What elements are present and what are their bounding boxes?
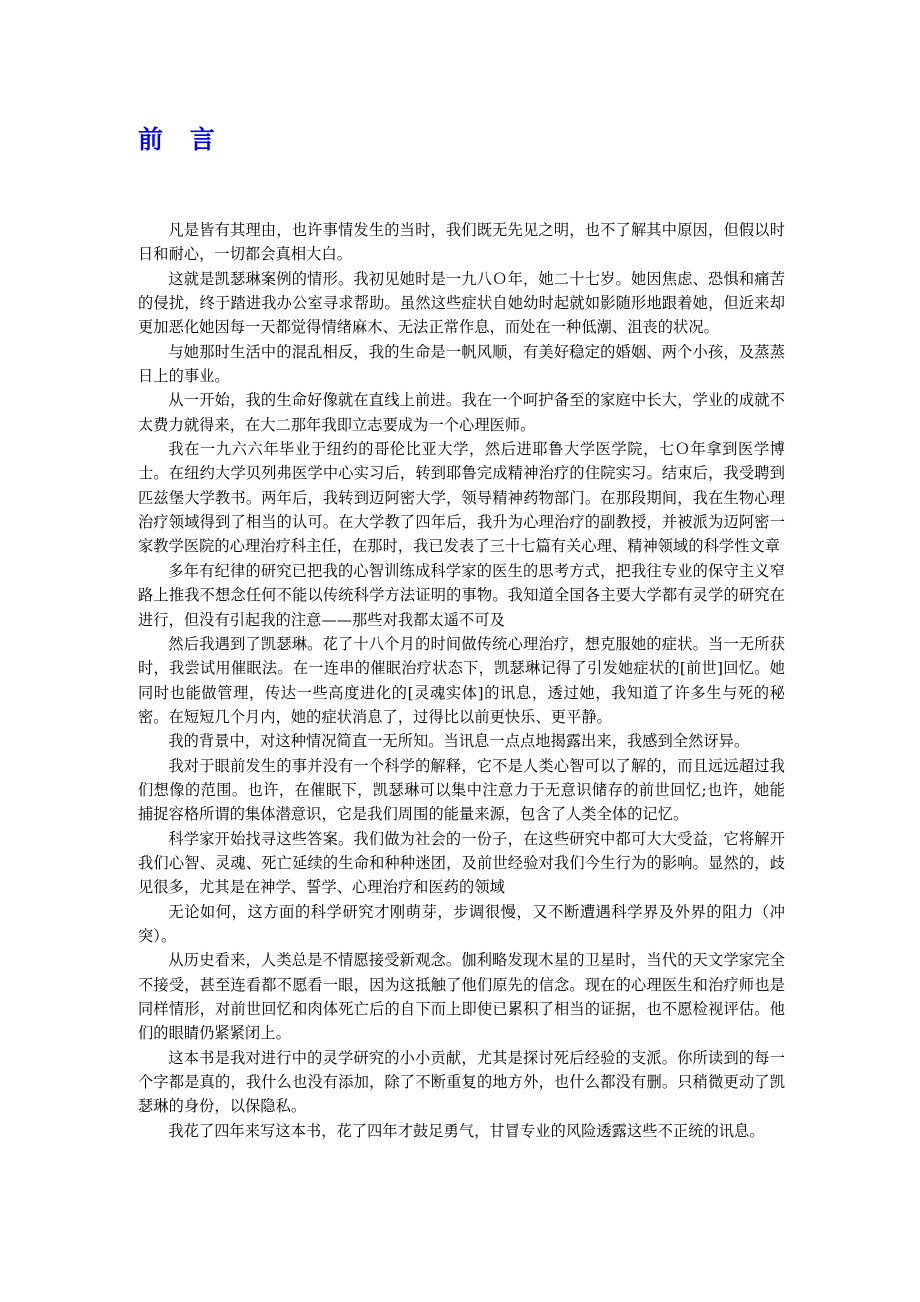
- paragraph: 我对于眼前发生的事并没有一个科学的解释，它不是人类心智可以了解的，而且远远超过我们想像的范围。也许，在催眠下，凯瑟琳可以集中注意力于无意识储存的前世回忆;也许，她能捕捉容格所谓的集体潜意识，它是我们周围的能量来源，包含了人类全体的记忆。: [138, 756, 785, 824]
- paragraph: 无论如何，这方面的科学研究才刚萌芽，步调很慢，又不断遭遇科学界及外界的阻力（冲突）。: [138, 902, 785, 945]
- paragraph: 从历史看来，人类总是不情愿接受新观念。伽利略发现木星的卫星时，当代的天文学家完全不接受，甚至连看都不愿看一眼，因为这抵触了他们原先的信念。现在的心理医生和治疗师也是同样情形，对前世回忆和肉体死亡后的自下而上即使已累积了相当的证据，也不愿检视评估。他们的眼睛仍紧紧闭上。: [138, 951, 785, 1043]
- paragraph: 从一开始，我的生命好像就在直线上前进。我在一个呵护备至的家庭中长大，学业的成就不太费力就得来，在大二那年我即立志要成为一个心理医师。: [138, 391, 785, 434]
- paragraph: 多年有纪律的研究已把我的心智训练成科学家的医生的思考方式，把我往专业的保守主义窄路上推我不想念任何不能以传统科学方法证明的事物。我知道全国各主要大学都有灵学的研究在进行，但没有引起我的注意——那些对我都太遥不可及: [138, 561, 785, 629]
- paragraph: 我的背景中，对这种情况简直一无所知。当讯息一点点地揭露出来，我感到全然讶异。: [168, 732, 750, 751]
- paragraph: 与她那时生活中的混乱相反，我的生命是一帆风顺，有美好稳定的婚姻、两个小孩，及蒸蒸日上的事业。: [138, 342, 785, 386]
- document-body: [138, 218, 785, 1143]
- paragraph: 然后我遇到了凯瑟琳。花了十八个月的时间做传统心理治疗，想克服她的症状。当一无所获时，我尝试用催眠法。在一连串的催眠治疗状态下，凯瑟琳记得了引发她症状的[前世]回忆。她同时也能做管理，传达一些高度进化的[灵魂实体]的讯息，透过她，我知道了许多生与死的秘密。在短短几个月内，她的症状消息了，过得比以前更快乐、更平静。: [138, 634, 785, 726]
- paragraph: 凡是皆有其理由，也许事情发生的当时，我们既无先见之明，也不了解其中原因，但假以时日和耐心，一切都会真相大白。: [138, 221, 785, 264]
- paragraph: 我在一九六六年毕业于纽约的哥伦比亚大学，然后进耶鲁大学医学院，七Ｏ年拿到医学博士。在纽约大学贝列弗医学中心实习后，转到耶鲁完成精神治疗的住院实习。结束后，我受聘到匹兹堡大学教书。两年后，我转到迈阿密大学，领导精神药物部门。在那段期间，我在生物心理治疗领域得到了相当的认可。在大学教了四年后，我升为心理治疗的副教授，并被派为迈阿密一家教学医院的心理治疗科主任，在那时，我已发表了三十七篇有关心理、精神领域的科学性文章: [138, 440, 785, 556]
- page-title: 前 言: [138, 125, 224, 154]
- paragraph: 科学家开始找寻这些答案。我们做为社会的一份子，在这些研究中都可大大受益，它将解开我们心智、灵魂、死亡延续的生命和种种迷团，及前世经验对我们今生行为的影响。显然的，歧见很多，尤其是在神学、誓学、心理治疗和医药的领域: [138, 829, 785, 897]
- paragraph: 这就是凯瑟琳案例的情形。我初见她时是一九八Ｏ年，她二十七岁。她因焦虑、恐惧和痛苦的侵扰，终于踏进我办公室寻求帮助。虽然这些症状自她幼时起就如影随形地跟着她，但近来却更加恶化她因每一天都觉得情绪麻木、无法正常作息，而处在一种低潮、沮丧的状况。: [138, 269, 785, 337]
- paragraph: 这本书是我对进行中的灵学研究的小小贡献，尤其是探讨死后经验的支派。你所读到的每一个字都是真的，我什么也没有添加，除了不断重复的地方外，也什么都没有删。只稍微更动了凯瑟琳的身份，以保隐私。: [138, 1048, 785, 1116]
- paragraph: 我花了四年来写这本书，花了四年才鼓足勇气，甘冒专业的风险透露这些不正统的讯息。: [168, 1121, 765, 1140]
